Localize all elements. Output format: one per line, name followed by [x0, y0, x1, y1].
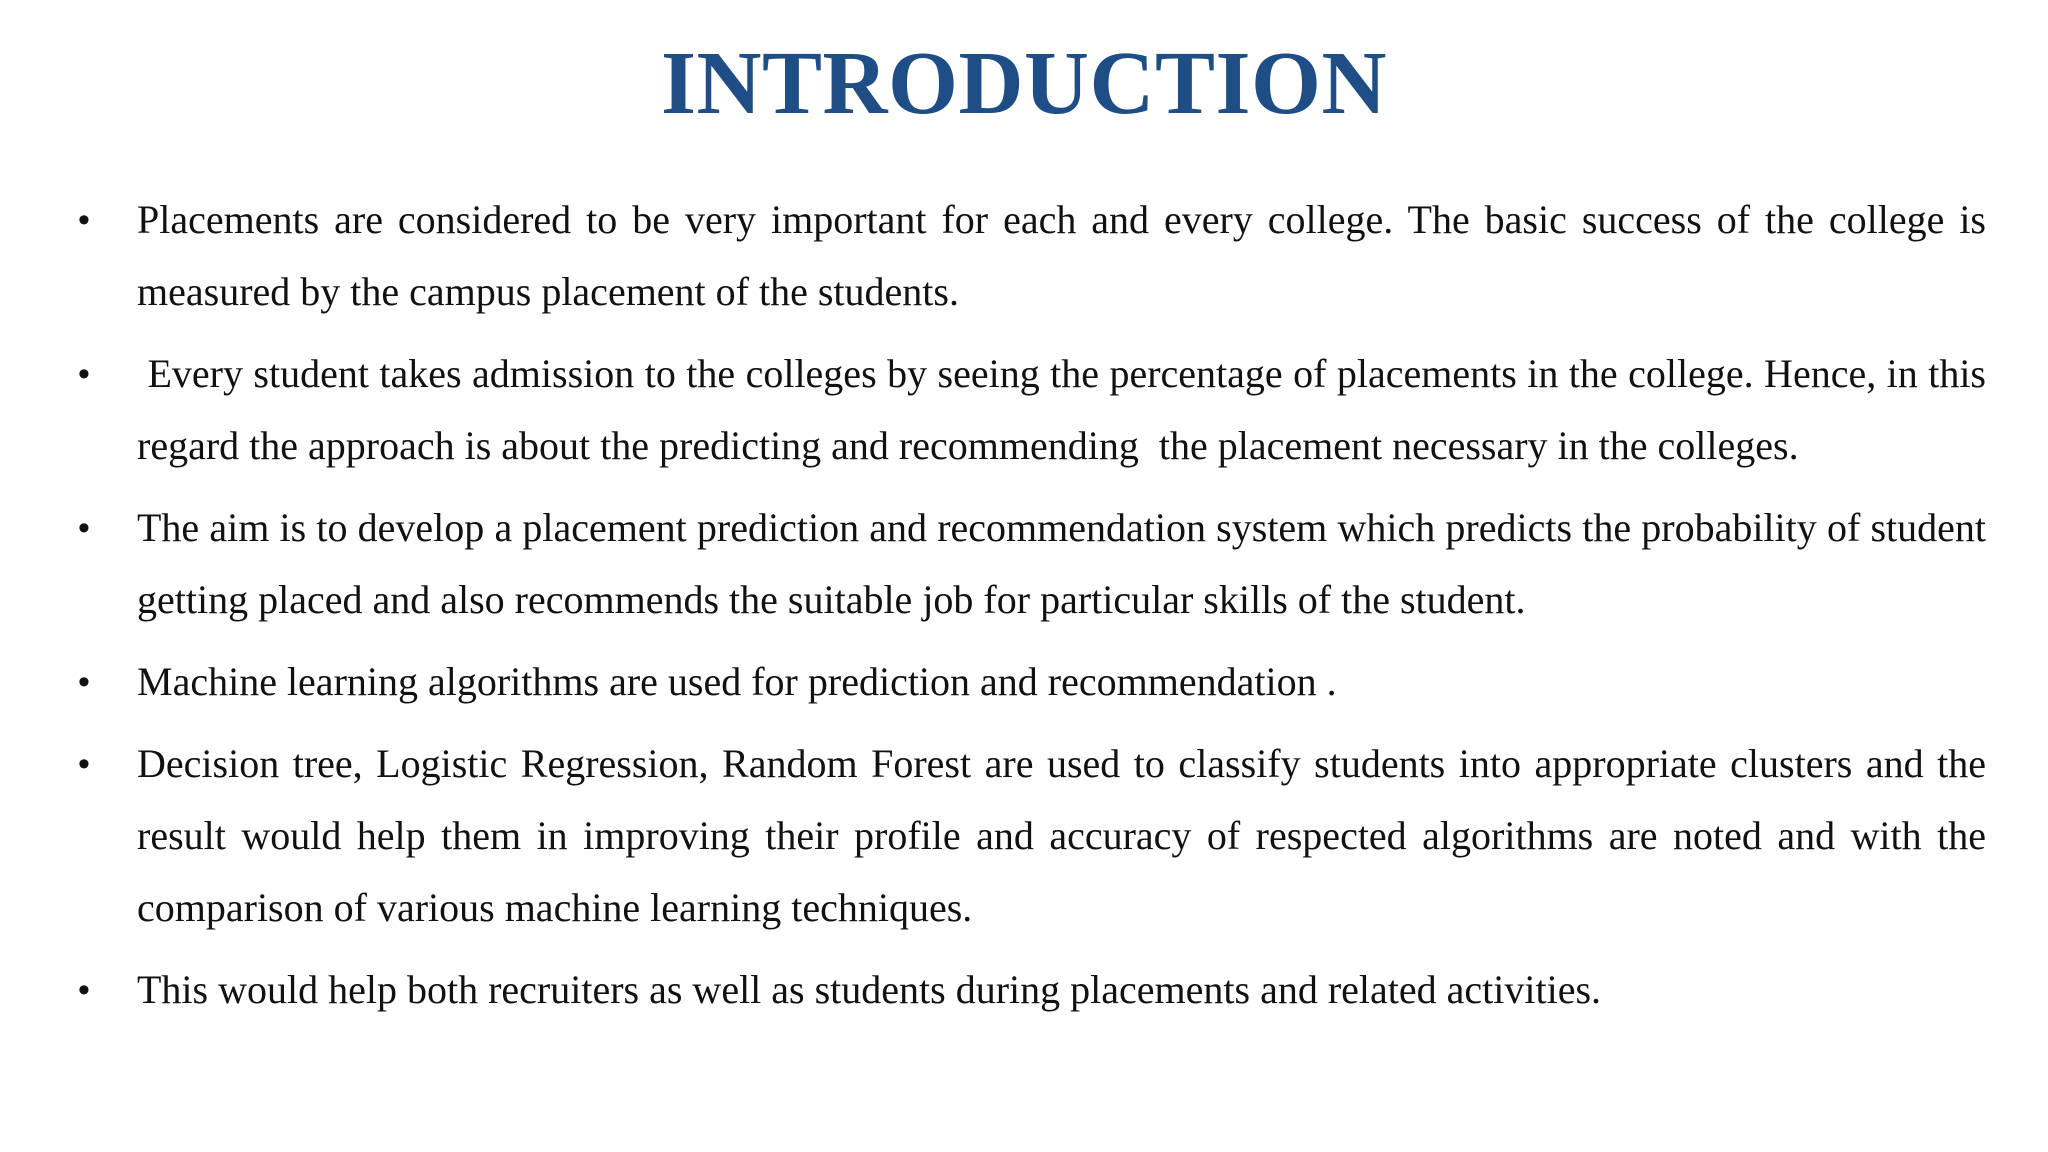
bullet-dot-icon: •: [78, 201, 90, 239]
bullet-dot-icon: •: [78, 509, 90, 547]
bullet-item: [0, 646, 2048, 718]
bullet-dot-icon: •: [78, 745, 90, 783]
bullet-text: Placements are considered to be very important for each and every college. The basic success of the college is measured by the campus placement of the students.: [137, 197, 1996, 314]
bullet-item: [0, 338, 2048, 482]
bullet-item: [0, 954, 2048, 1026]
bullet-item: [0, 728, 2048, 944]
bullet-dot-icon: •: [78, 971, 90, 1009]
bullet-item: [0, 492, 2048, 636]
slide-title: INTRODUCTION: [660, 34, 1388, 133]
bullet-text: This would help both recruiters as well as students during placements and related activities.: [137, 967, 1602, 1012]
bullet-dot-icon: •: [78, 355, 90, 393]
bullet-dot-icon: •: [78, 663, 90, 701]
bullet-text: Decision tree, Logistic Regression, Random Forest are used to classify students into appropriate clusters and the result would help them in improving their profile and accuracy of respected algorithms are noted and with the comparison of various machine learning techniques.: [137, 741, 1996, 930]
bullet-item: [0, 184, 2048, 328]
bullet-text: Every student takes admission to the colleges by seeing the percentage of placements in the college. Hence, in this regard the approach is about the predicting and recommending the placement necessary in the colleges.: [137, 351, 1997, 468]
bullet-text: Machine learning algorithms are used for prediction and recommendation .: [137, 659, 1337, 704]
bullet-list: [0, 184, 2048, 1036]
bullet-text: The aim is to develop a placement prediction and recommendation system which predicts the probability of student getting placed and also recommends the suitable job for particular skills of the student.: [137, 505, 1996, 622]
